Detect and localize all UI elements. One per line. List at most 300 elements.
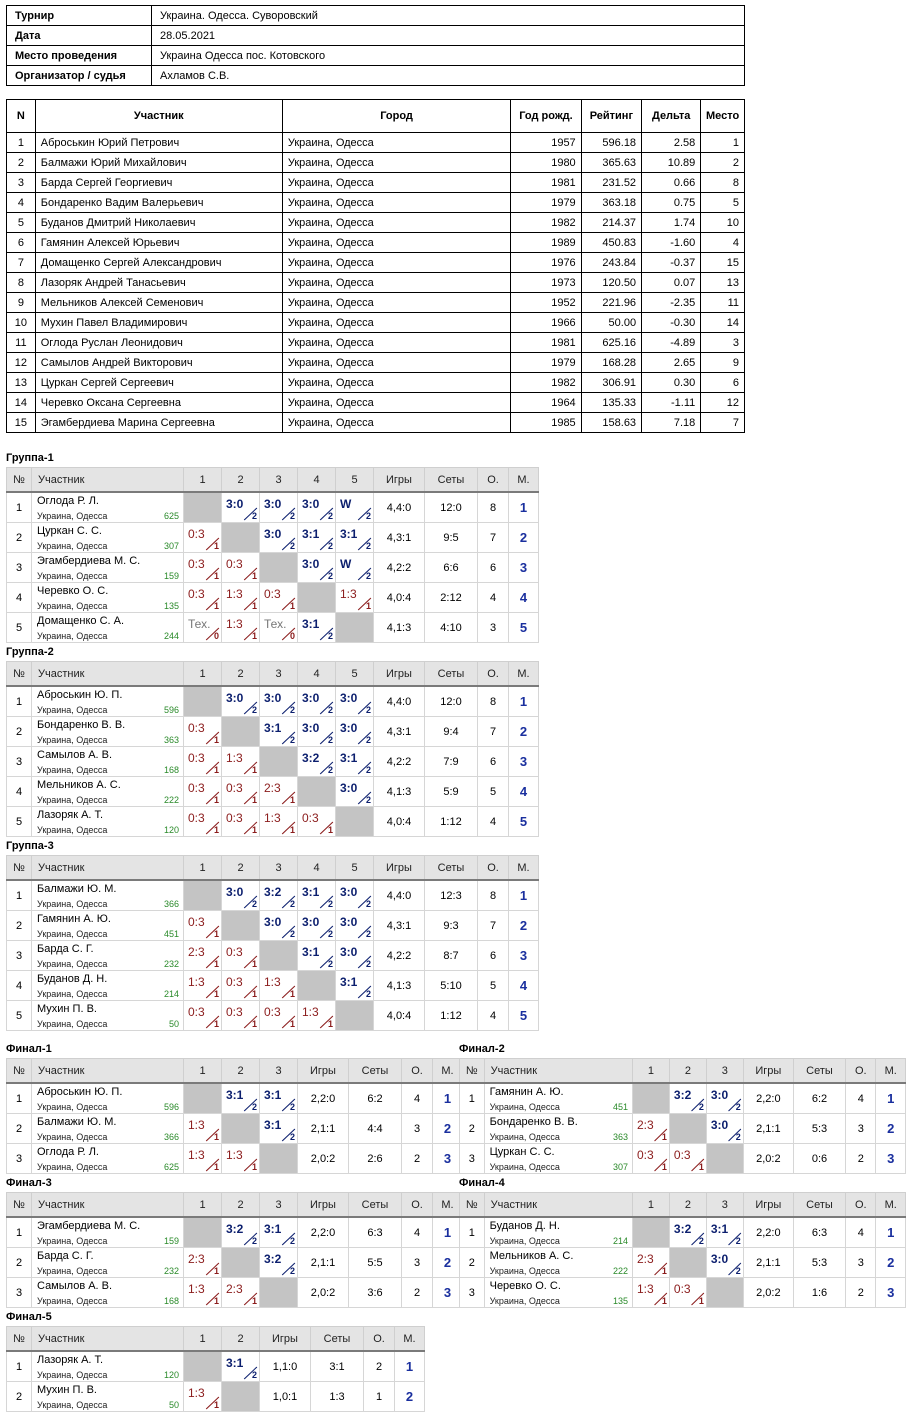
points-cell: 2 — [846, 1144, 876, 1174]
player-rating: 625 — [163, 1162, 179, 1172]
result-score: 0:3 — [673, 1282, 691, 1296]
header-opponent: 5 — [336, 662, 374, 687]
participant-cell: Украина, Одесса — [282, 353, 510, 373]
place-cell — [876, 1217, 906, 1248]
player-name: Балмажи Ю. М. — [37, 883, 117, 895]
result-cell — [184, 971, 222, 1001]
participant-cell: 6 — [7, 233, 36, 253]
place-value: 3 — [887, 1151, 895, 1166]
participant-row — [7, 373, 745, 393]
participant-cell: 0.30 — [642, 373, 701, 393]
result-cell — [184, 717, 222, 747]
participant-cell: 625.16 — [581, 333, 641, 353]
result-points: 1 — [251, 631, 257, 641]
participant-cell: 1982 — [511, 213, 581, 233]
player-rating: 135 — [163, 601, 179, 611]
row-number: 1 — [460, 1217, 485, 1248]
participant-cell: 2.65 — [642, 353, 701, 373]
result-score: 3:0 — [340, 945, 358, 959]
result-score: W — [340, 557, 352, 571]
diagonal-cell — [184, 686, 222, 717]
result-points: 2 — [365, 511, 371, 521]
result-points: 1 — [251, 989, 257, 999]
participant-row — [7, 193, 745, 213]
column-header: Год рожд. — [511, 100, 581, 133]
participant-cell: 10.89 — [642, 153, 701, 173]
header-player: Участник — [32, 1059, 184, 1084]
participant-cell: 8 — [7, 273, 36, 293]
result-points: 2 — [289, 899, 295, 909]
participant-cell: 135.33 — [581, 393, 641, 413]
points-cell: 3 — [846, 1248, 876, 1278]
games-cell: 2,0:2 — [298, 1278, 349, 1308]
player-city: Украина, Одесса — [37, 1370, 108, 1380]
info-row — [7, 46, 745, 66]
result-points: 2 — [289, 705, 295, 715]
place-value: 4 — [519, 784, 528, 799]
result-cell — [298, 523, 336, 553]
result-score: 3:1 — [340, 527, 358, 541]
result-cell — [260, 613, 298, 643]
result-points: 2 — [735, 1236, 741, 1246]
sets-cell: 4:10 — [425, 613, 478, 643]
games-cell: 2,0:2 — [298, 1144, 349, 1174]
sets-cell: 5:5 — [349, 1248, 402, 1278]
result-points: 1 — [251, 795, 257, 805]
place-cell — [509, 971, 539, 1001]
group-title: Группа-3 — [6, 840, 54, 852]
result-points: 2 — [327, 705, 333, 715]
result-score: 3:2 — [264, 885, 282, 899]
header-points: О. — [478, 662, 509, 687]
header-opponent: 1 — [184, 856, 222, 881]
participant-cell: 1964 — [511, 393, 581, 413]
result-cell — [260, 1114, 298, 1144]
participant-cell: 243.84 — [581, 253, 641, 273]
player-cell — [32, 686, 184, 717]
result-points: 2 — [251, 1370, 257, 1380]
participant-cell: 50.00 — [581, 313, 641, 333]
row-number: 2 — [7, 1114, 32, 1144]
diagonal-cell — [336, 807, 374, 837]
participant-cell: 0.75 — [642, 193, 701, 213]
result-points: 1 — [327, 1019, 333, 1029]
result-score: 3:0 — [340, 915, 358, 929]
games-cell: 2,1:1 — [298, 1248, 349, 1278]
player-cell — [32, 1001, 184, 1031]
player-city: Украина, Одесса — [489, 1266, 560, 1276]
result-score: 3:0 — [710, 1088, 729, 1102]
participant-row — [7, 133, 745, 153]
place-cell — [433, 1083, 463, 1114]
participant-cell: 1980 — [511, 153, 581, 173]
participant-row — [7, 233, 745, 253]
player-cell — [32, 941, 184, 971]
result-score: 0:3 — [188, 781, 205, 795]
games-cell: 4,4:0 — [374, 492, 425, 523]
place-value: 3 — [519, 560, 528, 575]
participant-cell: 4 — [701, 233, 745, 253]
result-score: 1:3 — [188, 1148, 205, 1162]
place-cell — [509, 717, 539, 747]
group-row — [7, 1351, 425, 1382]
player-city: Украина, Одесса — [37, 511, 108, 521]
result-points: 2 — [365, 989, 371, 999]
participant-cell: Украина, Одесса — [282, 213, 510, 233]
result-score: 0:3 — [188, 557, 205, 571]
info-value: Украина Одесса пос. Котовского — [152, 46, 745, 66]
player-cell — [484, 1083, 632, 1114]
result-cell — [260, 717, 298, 747]
participant-cell: Украина, Одесса — [282, 273, 510, 293]
diagonal-cell — [633, 1083, 670, 1114]
result-cell — [298, 807, 336, 837]
group-row — [7, 971, 539, 1001]
player-rating: 366 — [163, 1132, 179, 1142]
info-value: Украина. Одесса. Суворовский — [152, 6, 745, 26]
result-cell — [184, 1382, 222, 1412]
result-points: 1 — [698, 1162, 704, 1172]
group-title: Финал-1 — [6, 1043, 52, 1055]
result-cell — [184, 1248, 222, 1278]
result-score: 3:1 — [264, 1088, 282, 1102]
result-score: 3:0 — [340, 781, 358, 795]
result-score: 3:0 — [340, 885, 358, 899]
info-label: Организатор / судья — [7, 66, 152, 86]
participants-table — [6, 99, 745, 433]
player-name: Барда С. Г. — [37, 1250, 94, 1262]
header-points: О. — [478, 468, 509, 493]
participant-cell: 3 — [701, 333, 745, 353]
result-points: 1 — [698, 1296, 704, 1306]
games-cell: 4,2:2 — [374, 747, 425, 777]
row-number: 3 — [7, 1278, 32, 1308]
result-points: 1 — [661, 1162, 667, 1172]
result-cell — [222, 1083, 260, 1114]
result-cell — [184, 553, 222, 583]
result-score: 0:3 — [302, 811, 319, 825]
player-rating: 50 — [168, 1019, 179, 1029]
row-number: 3 — [460, 1278, 485, 1308]
result-score: 3:2 — [673, 1088, 692, 1102]
result-cell — [222, 1001, 260, 1031]
points-cell: 4 — [478, 807, 509, 837]
result-cell — [260, 1248, 298, 1278]
place-cell — [876, 1278, 906, 1308]
header-place: М. — [433, 1059, 463, 1084]
result-points: 2 — [735, 1102, 741, 1112]
games-cell: 4,1:3 — [374, 971, 425, 1001]
header-player: Участник — [32, 468, 184, 493]
place-cell — [509, 807, 539, 837]
result-points: 1 — [289, 1019, 295, 1029]
participant-cell: 1976 — [511, 253, 581, 273]
group-row — [460, 1114, 906, 1144]
group-header-row — [7, 856, 539, 881]
result-score: 0:3 — [637, 1148, 654, 1162]
result-points: 1 — [213, 1400, 219, 1410]
player-name: Мухин П. В. — [37, 1384, 97, 1396]
place-cell — [876, 1114, 906, 1144]
participant-cell: 6 — [701, 373, 745, 393]
result-points: 2 — [365, 541, 371, 551]
header-num: № — [7, 1193, 32, 1218]
result-score: 3:1 — [302, 527, 320, 541]
result-cell — [633, 1248, 670, 1278]
player-name: Эгамбердиева М. С. — [37, 555, 141, 567]
group-table — [6, 855, 539, 1031]
participant-cell: 7 — [7, 253, 36, 273]
result-points: 2 — [365, 929, 371, 939]
participant-cell: 2 — [701, 153, 745, 173]
header-opponent: 3 — [260, 1193, 298, 1218]
result-score: 2:3 — [188, 1252, 205, 1266]
player-rating: 451 — [612, 1102, 628, 1112]
participant-row — [7, 153, 745, 173]
header-opponent: 2 — [222, 662, 260, 687]
participant-cell: Украина, Одесса — [282, 413, 510, 433]
header-num: № — [7, 468, 32, 493]
games-cell: 2,0:2 — [743, 1278, 793, 1308]
result-score: 3:1 — [302, 617, 320, 631]
player-rating: 625 — [163, 511, 179, 521]
result-points: 2 — [327, 765, 333, 775]
diagonal-cell — [706, 1278, 743, 1308]
header-games: Игры — [374, 856, 425, 881]
player-name: Мельников А. С. — [37, 779, 121, 791]
header-points: О. — [846, 1059, 876, 1084]
result-cell — [260, 777, 298, 807]
sets-cell: 12:3 — [425, 880, 478, 911]
result-points: 2 — [251, 1102, 257, 1112]
games-cell: 4,3:1 — [374, 523, 425, 553]
participant-cell: 158.63 — [581, 413, 641, 433]
result-cell — [222, 613, 260, 643]
participant-cell: 120.50 — [581, 273, 641, 293]
player-rating: 168 — [163, 1296, 179, 1306]
group-row — [7, 1278, 463, 1308]
result-points: 2 — [365, 735, 371, 745]
header-opponent: 3 — [260, 1059, 298, 1084]
participant-row — [7, 253, 745, 273]
group-table — [6, 467, 539, 643]
header-games: Игры — [260, 1327, 311, 1352]
result-score: 3:2 — [264, 1252, 282, 1266]
group-table — [459, 1192, 906, 1308]
place-cell — [876, 1248, 906, 1278]
player-cell — [32, 880, 184, 911]
row-number: 3 — [7, 747, 32, 777]
group-row — [460, 1248, 906, 1278]
place-value: 1 — [887, 1091, 895, 1106]
participant-cell: Оглода Руслан Леонидович — [35, 333, 282, 353]
points-cell: 4 — [846, 1083, 876, 1114]
group-table — [6, 1058, 463, 1174]
points-cell: 2 — [402, 1144, 433, 1174]
player-name: Мельников А. С. — [489, 1250, 574, 1262]
result-score: 3:1 — [340, 975, 358, 989]
sets-cell: 1:3 — [311, 1382, 364, 1412]
place-value: 2 — [443, 1121, 452, 1136]
points-cell: 8 — [478, 492, 509, 523]
result-points: 2 — [251, 705, 257, 715]
diagonal-cell — [222, 523, 260, 553]
result-points: 1 — [251, 601, 257, 611]
result-points: 1 — [251, 1162, 257, 1172]
result-points: 2 — [289, 1266, 295, 1276]
place-value: 1 — [405, 1359, 414, 1374]
result-score: 3:2 — [673, 1222, 692, 1236]
header-sets: Сеты — [349, 1193, 402, 1218]
participant-cell: 2 — [7, 153, 36, 173]
player-rating: 232 — [163, 1266, 179, 1276]
result-cell — [336, 880, 374, 911]
result-points: 2 — [735, 1266, 741, 1276]
result-score: 3:1 — [340, 751, 358, 765]
result-points: 2 — [327, 899, 333, 909]
place-value: 1 — [443, 1091, 452, 1106]
header-opponent: 2 — [222, 1327, 260, 1352]
points-cell: 3 — [402, 1248, 433, 1278]
header-opponent: 3 — [706, 1059, 743, 1084]
result-cell — [222, 686, 260, 717]
group-row — [7, 911, 539, 941]
result-points: 1 — [365, 601, 371, 611]
sets-cell: 1:12 — [425, 1001, 478, 1031]
group-table — [459, 1058, 906, 1174]
result-cell — [184, 1001, 222, 1031]
row-number: 3 — [7, 553, 32, 583]
participant-row — [7, 393, 745, 413]
participant-cell: Самылов Андрей Викторович — [35, 353, 282, 373]
header-opponent: 1 — [633, 1193, 670, 1218]
result-score: 2:3 — [264, 781, 281, 795]
participant-cell: Украина, Одесса — [282, 393, 510, 413]
result-points: 0 — [213, 631, 219, 641]
group-header-row — [460, 1059, 906, 1084]
header-place: М. — [509, 856, 539, 881]
participant-cell: 1957 — [511, 133, 581, 153]
player-name: Черевко О. С. — [489, 1280, 561, 1292]
column-header: Город — [282, 100, 510, 133]
group-header-row — [7, 662, 539, 687]
player-city: Украина, Одесса — [37, 1132, 108, 1142]
group-title: Группа-2 — [6, 646, 54, 658]
result-score: 3:0 — [710, 1252, 729, 1266]
diagonal-cell — [184, 1217, 222, 1248]
group-row — [7, 1083, 463, 1114]
result-score: 3:2 — [302, 751, 320, 765]
result-cell — [669, 1083, 706, 1114]
row-number: 1 — [7, 492, 32, 523]
games-cell: 4,4:0 — [374, 880, 425, 911]
diagonal-cell — [222, 1382, 260, 1412]
place-value: 4 — [519, 590, 528, 605]
result-score: 3:0 — [340, 691, 358, 705]
player-city: Украина, Одесса — [489, 1132, 560, 1142]
player-name: Аброськин Ю. П. — [37, 1086, 123, 1098]
participant-cell: 8 — [701, 173, 745, 193]
header-opponent: 1 — [184, 468, 222, 493]
result-score: 3:1 — [710, 1222, 729, 1236]
player-name: Буданов Д. Н. — [37, 973, 108, 985]
participant-cell: Аброськин Юрий Петрович — [35, 133, 282, 153]
participant-cell: Бондаренко Вадим Валерьевич — [35, 193, 282, 213]
group-row — [7, 1217, 463, 1248]
result-score: 3:0 — [226, 885, 244, 899]
player-city: Украина, Одесса — [37, 1162, 108, 1172]
result-cell — [222, 1278, 260, 1308]
result-score: 0:3 — [673, 1148, 691, 1162]
result-cell — [336, 777, 374, 807]
sets-cell: 9:3 — [425, 911, 478, 941]
result-cell — [336, 492, 374, 523]
result-score: 3:0 — [302, 915, 320, 929]
header-sets: Сеты — [793, 1059, 845, 1084]
participant-cell: 306.91 — [581, 373, 641, 393]
participant-cell: 7.18 — [642, 413, 701, 433]
player-city: Украина, Одесса — [489, 1162, 560, 1172]
participant-cell: 12 — [7, 353, 36, 373]
result-cell — [298, 686, 336, 717]
header-points: О. — [364, 1327, 395, 1352]
row-number: 1 — [7, 1083, 32, 1114]
group-header-row — [7, 1193, 463, 1218]
place-value: 5 — [519, 814, 528, 829]
player-city: Украина, Одесса — [37, 541, 108, 551]
group-header-row — [7, 468, 539, 493]
result-score: 0:3 — [188, 587, 205, 601]
info-label: Турнир — [7, 6, 152, 26]
place-cell — [876, 1083, 906, 1114]
result-score: 1:3 — [188, 1282, 205, 1296]
header-sets: Сеты — [425, 468, 478, 493]
player-name: Гамянин А. Ю. — [37, 913, 111, 925]
result-points: 2 — [327, 631, 333, 641]
header-place: М. — [509, 468, 539, 493]
points-cell: 4 — [478, 583, 509, 613]
place-value: 2 — [519, 918, 528, 933]
result-points: 2 — [365, 571, 371, 581]
place-value: 1 — [519, 694, 528, 709]
result-score: Тех. — [188, 617, 211, 631]
info-row — [7, 6, 745, 26]
participant-cell: Украина, Одесса — [282, 373, 510, 393]
result-score: 3:1 — [264, 1222, 282, 1236]
result-cell — [298, 941, 336, 971]
games-cell: 2,2:0 — [298, 1217, 349, 1248]
row-number: 4 — [7, 971, 32, 1001]
header-opponent: 3 — [260, 468, 298, 493]
header-player: Участник — [32, 856, 184, 881]
sets-cell: 6:6 — [425, 553, 478, 583]
group-table — [6, 1192, 463, 1308]
result-cell — [222, 583, 260, 613]
place-value: 4 — [519, 978, 528, 993]
place-value: 2 — [887, 1255, 895, 1270]
header-opponent: 2 — [222, 1059, 260, 1084]
header-opponent: 3 — [260, 662, 298, 687]
place-value: 3 — [519, 948, 528, 963]
result-points: 2 — [289, 511, 295, 521]
games-cell: 1,0:1 — [260, 1382, 311, 1412]
result-cell — [336, 717, 374, 747]
header-place: М. — [876, 1059, 906, 1084]
participant-cell: Украина, Одесса — [282, 233, 510, 253]
header-sets: Сеты — [349, 1059, 402, 1084]
participant-cell: Эгамбердиева Марина Сергеевна — [35, 413, 282, 433]
place-cell — [433, 1114, 463, 1144]
